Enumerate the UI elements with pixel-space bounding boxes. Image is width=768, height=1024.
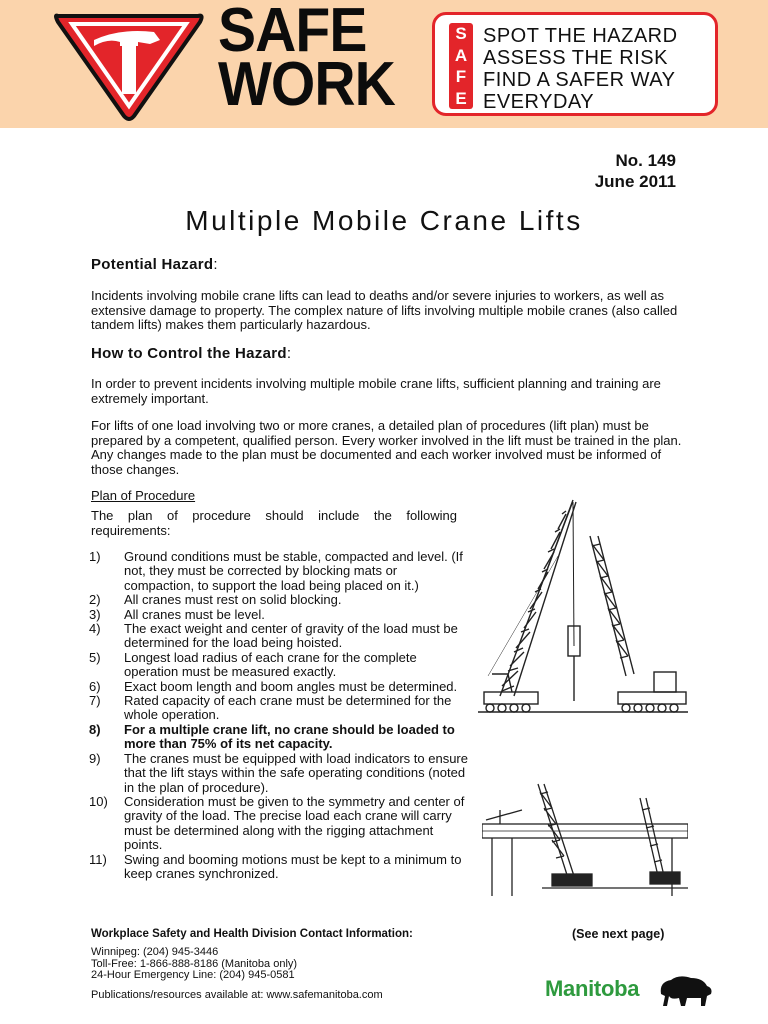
list-item [89, 608, 469, 622]
list-item-number: 2) [89, 592, 101, 608]
list-item-number: 7) [89, 693, 101, 709]
brand-wordmark [218, 0, 395, 119]
plan-heading: Plan of Procedure [91, 488, 196, 503]
plan-intro: The plan of procedure should include the following requirements: [91, 508, 457, 538]
brand-line-2: WORK [218, 50, 395, 119]
contact-title: Workplace Safety and Health Division Contact Information: [91, 928, 413, 940]
issue-date: June 2011 [594, 172, 676, 191]
safe-acronym-strip [449, 23, 473, 109]
safe-letter-f: F [455, 67, 467, 87]
brand-line-1: SAFE [218, 0, 367, 65]
manitoba-wordmark: Manitoba [545, 976, 640, 1001]
contact-winnipeg: Winnipeg: (204) 945-3446 [91, 946, 219, 958]
issue-number: No. 149 [615, 151, 676, 170]
publications-line: Publications/resources available at: www.safemanitoba.com [91, 989, 383, 1001]
list-item-text: The cranes must be equipped with load indicators to ensure that the lift stays within the safe operating conditions (noted in the plan of procedure). [124, 750, 468, 795]
list-item [89, 651, 469, 680]
list-item-text: Longest load radius of each crane for the complete operation must be measured exactly. [124, 649, 417, 680]
list-item-number: 8) [89, 721, 101, 737]
list-item-number: 9) [89, 750, 101, 766]
list-item-number: 10) [89, 793, 108, 809]
tandem-crane-illustration [478, 496, 690, 716]
list-item [89, 752, 469, 795]
slogan-line: ASSESS THE RISK [483, 47, 668, 69]
list-item [89, 680, 469, 694]
list-item-number: 5) [89, 649, 101, 665]
list-item-text: All cranes must rest on solid blocking. [124, 592, 342, 608]
list-item-number: 1) [89, 549, 101, 564]
contact-toll-free: Toll-Free: 1-866-888-8186 (Manitoba only) [91, 957, 298, 970]
list-item [89, 593, 469, 607]
safe-letter-e: E [455, 88, 467, 108]
list-item [89, 550, 469, 593]
contact-lines [91, 947, 297, 982]
safe-letter-s: S [455, 24, 467, 44]
safe-letter-a: A [454, 45, 468, 65]
control-paragraph-2: For lifts of one load involving two or more cranes, a detailed plan of procedures (lift plan) must be prepared by a competent, qualified person. Every worker involved in the lift must be trained in the plan. Any changes made to the plan must be documented and each worker involved must be informed of those changes. [91, 418, 682, 477]
control-paragraph-1: In order to prevent incidents involving multiple mobile crane lifts, sufficient planning and training are extremely important. [91, 376, 661, 406]
contact-emergency: 24-Hour Emergency Line: (204) 945-0581 [91, 969, 295, 982]
list-item [89, 853, 469, 882]
hammer-triangle-logo-icon [50, 10, 208, 122]
list-item-number: 6) [89, 678, 101, 694]
slogan-line: SPOT THE HAZARD [483, 25, 678, 47]
list-item-text: For a multiple crane lift, no crane should be loaded to more than 75% of its net capacity. [124, 721, 455, 752]
slogan-line: EVERYDAY [483, 91, 595, 113]
list-item-number: 4) [89, 621, 101, 637]
list-item-text: Swing and booming motions must be kept to a minimum to keep cranes synchronized. [124, 851, 462, 881]
list-item-text: All cranes must be level. [124, 606, 265, 622]
list-item-text: The exact weight and center of gravity of the load must be determined for the load being hoisted. [124, 621, 458, 651]
slogan-box [432, 12, 718, 116]
list-item-number: 11) [89, 851, 107, 867]
list-item-text: Rated capacity of each crane must be determined for the whole operation. [124, 693, 452, 723]
heading-text: Potential Hazard [91, 256, 214, 273]
slogan-lines [483, 25, 678, 113]
list-item [89, 795, 469, 853]
bridge-crane-illustration [482, 780, 688, 898]
issue-info [595, 150, 676, 192]
list-item [89, 723, 469, 752]
list-item-text: Consideration must be given to the symmetry and center of gravity of the load. The precise load each crane will carry must be determined along with the rigging attachment points. [124, 793, 465, 853]
potential-hazard-text: Incidents involving mobile crane lifts can lead to deaths and/or severe injuries to workers, as well as extensive damage to property. The complex nature of lifts involving multiple mobile cranes (also called tandem lifts) makes them particularly hazardous. [91, 288, 678, 333]
requirements-list [89, 550, 469, 881]
control-heading: How to Control the Hazard: [91, 345, 292, 362]
heading-text: How to Control the Hazard [91, 345, 287, 362]
page-title: Multiple Mobile Crane Lifts [185, 205, 583, 236]
potential-hazard-heading: Potential Hazard: [91, 256, 218, 273]
list-item-number: 3) [89, 606, 101, 622]
manitoba-logo [545, 972, 715, 1012]
list-item-text: Exact boom length and boom angles must be determined. [124, 678, 458, 694]
header-banner [0, 0, 768, 128]
see-next-page: (See next page) [572, 927, 665, 941]
list-item-text: Ground conditions must be stable, compacted and level. (If not, they must be corrected by blocking mats or compaction, to support the load being placed on it.) [124, 549, 463, 593]
slogan-line: FIND A SAFER WAY [483, 69, 676, 91]
list-item [89, 622, 469, 651]
list-item [89, 694, 469, 723]
bison-icon [657, 972, 713, 1010]
